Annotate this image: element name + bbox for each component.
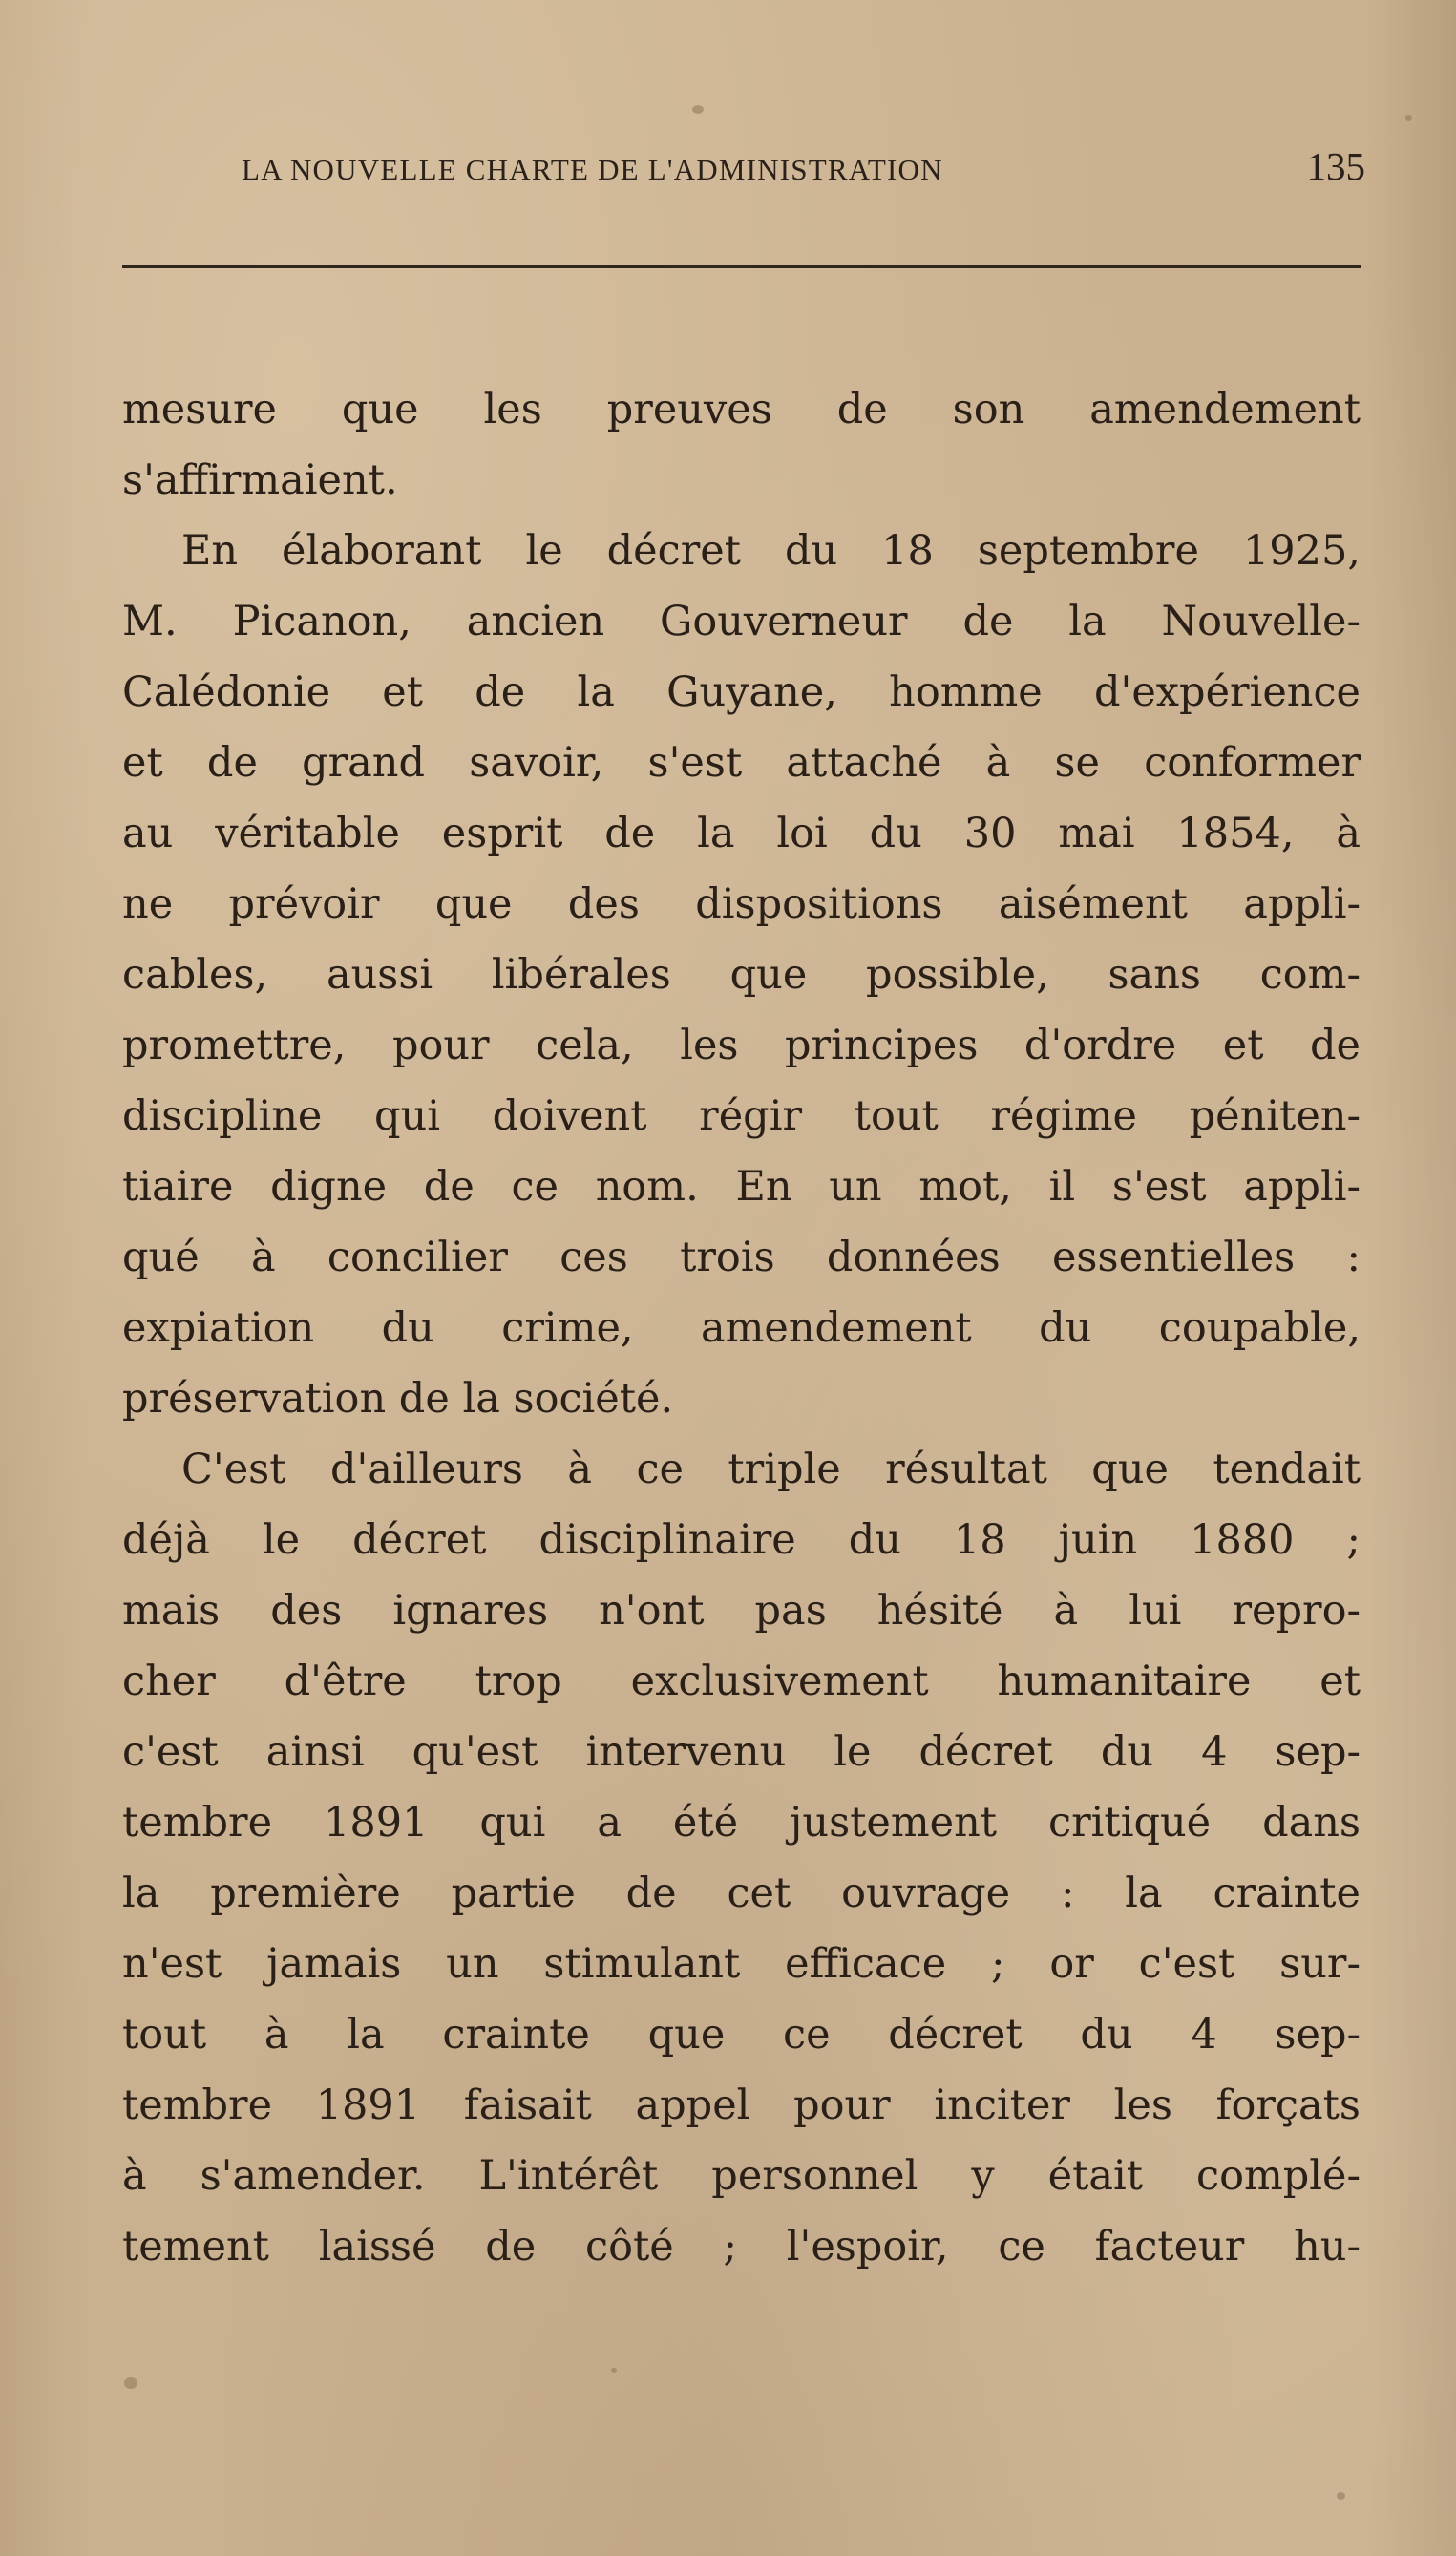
text-line: C'est d'ailleurs à ce triple résultat que tendait (181, 1446, 1361, 1493)
text-line: promettre, pour cela, les principes d'ordre et de (122, 1022, 1361, 1069)
text-line: tout à la crainte que ce décret du 4 sep- (122, 2011, 1361, 2059)
text-line: tement laissé de côté ; l'espoir, ce facteur hu- (122, 2223, 1361, 2271)
text-line: En élaborant le décret du 18 septembre 1925, (181, 527, 1361, 575)
text-line: déjà le décret disciplinaire du 18 juin 1880 ; (122, 1516, 1361, 1564)
header-rule (122, 265, 1361, 268)
running-title: LA NOUVELLE CHARTE DE L'ADMINISTRATION (242, 153, 943, 186)
text-line: tembre 1891 faisait appel pour inciter les forçats (122, 2081, 1361, 2129)
text-line: M. Picanon, ancien Gouverneur de la Nouvelle- (122, 598, 1361, 645)
text-line: préservation de la société. (122, 1375, 674, 1423)
text-line: c'est ainsi qu'est intervenu le décret du 4 sep- (122, 1728, 1361, 1776)
text-line: cher d'être trop exclusivement humanitaire et (122, 1658, 1361, 1705)
text-line: au véritable esprit de la loi du 30 mai 1854, à (122, 810, 1361, 857)
text-line: discipline qui doivent régir tout régime péniten- (122, 1092, 1361, 1140)
text-line: tembre 1891 qui a été justement critiqué dans (122, 1799, 1361, 1847)
text-line: et de grand savoir, s'est attaché à se conformer (122, 739, 1361, 787)
paper-speck (1337, 2492, 1345, 2500)
paper-speck (124, 2377, 137, 2389)
text-line: tiaire digne de ce nom. En un mot, il s'est appli- (122, 1163, 1361, 1211)
text-line: Calédonie et de la Guyane, homme d'expérience (122, 668, 1361, 716)
text-line: mesure que les preuves de son amendement (122, 386, 1361, 433)
paper-speck (611, 2368, 617, 2373)
paper-speck (692, 105, 704, 114)
text-line: s'affirmaient. (122, 456, 398, 504)
text-line: mais des ignares n'ont pas hésité à lui repro- (122, 1587, 1361, 1635)
paper-speck (1405, 115, 1412, 121)
text-line: la première partie de cet ouvrage : la crainte (122, 1869, 1361, 1917)
body-text (122, 374, 1361, 2282)
text-line: qué à concilier ces trois données essentielles : (122, 1234, 1361, 1281)
running-head (122, 143, 1365, 201)
text-line: expiation du crime, amendement du coupable, (122, 1304, 1361, 1352)
text-line: à s'amender. L'intérêt personnel y était complé- (122, 2152, 1361, 2200)
text-line: ne prévoir que des dispositions aisément appli- (122, 880, 1361, 928)
page-number: 135 (1306, 144, 1365, 188)
text-line: n'est jamais un stimulant efficace ; or c'est sur- (122, 1940, 1361, 1988)
text-line: cables, aussi libérales que possible, sans com- (122, 951, 1361, 999)
